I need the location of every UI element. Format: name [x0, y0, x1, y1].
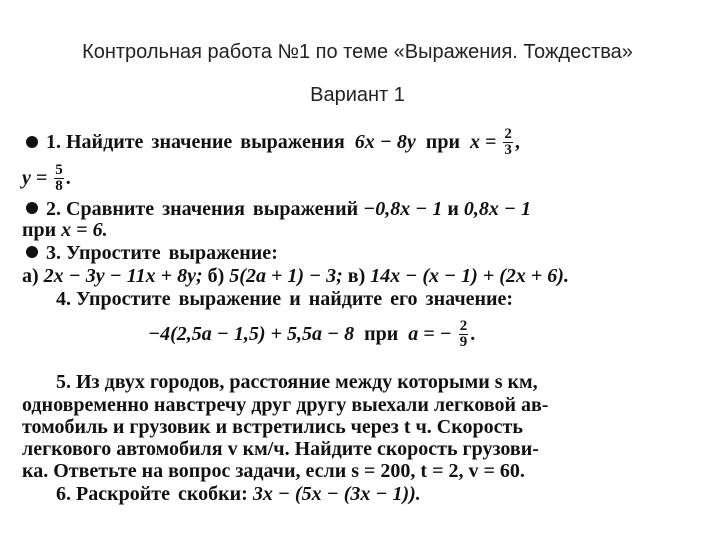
task-2-cond: x = 6.	[61, 219, 108, 241]
task-4-dot: .	[470, 323, 476, 346]
task-4-number: 4.	[56, 288, 71, 310]
task-3-c-label: в)	[347, 265, 366, 287]
task-4-expression-line	[148, 320, 475, 351]
task-1-dot: .	[65, 167, 71, 190]
task-2	[26, 198, 531, 221]
task-3-number: 3.	[46, 242, 61, 264]
task-3	[26, 242, 278, 265]
task-6-number: 6.	[56, 483, 71, 505]
task-2-text: Сравните значения выражений	[66, 198, 359, 220]
task-5-line-3: томобиль и грузовик и встретились через t ч. Скорость	[22, 416, 523, 438]
task-1-text: Найдите значение выражения	[66, 131, 345, 154]
task-4-expression: −4(2,5a − 1,5) + 5,5a − 8	[148, 323, 355, 346]
task-5-line-5: ка. Ответьте на вопрос задачи, если s = 200, t = 2, v = 60.	[22, 460, 525, 482]
task-4	[56, 288, 513, 311]
task-2-expr2: 0,8x − 1	[463, 198, 532, 220]
task-5-line-1	[56, 371, 538, 394]
fraction-denominator: 8	[55, 178, 63, 194]
fraction-numerator: 2	[504, 126, 512, 142]
task-4-text: Упростите выражение и найдите его значение:	[76, 288, 514, 310]
task-1-x-fraction	[503, 127, 513, 158]
task-4-when: при	[364, 323, 399, 346]
bullet-icon	[26, 246, 38, 258]
task-3-c-expr: 14x − (x − 1) + (2x + 6).	[370, 265, 569, 287]
fraction-numerator: 2	[459, 318, 468, 334]
task-3-b-label: б)	[207, 265, 225, 287]
task-3-items	[22, 265, 569, 288]
task-1	[26, 128, 520, 159]
task-5-line-2: одновременно навстречу друг другу выехали легковой ав-	[22, 394, 549, 416]
task-3-a-label: а)	[22, 265, 39, 287]
bullet-icon	[26, 202, 38, 214]
task-1-number: 1.	[46, 131, 61, 154]
task-5-text-1: Из двух городов, расстояние между которыми s км,	[76, 371, 538, 393]
task-4-a-lhs: a = −	[408, 323, 452, 346]
task-2-when: при	[22, 219, 57, 241]
task-6-expression: 3x − (5x − (3x − 1)).	[252, 483, 421, 505]
bullet-icon	[26, 136, 38, 148]
task-2-and: и	[447, 198, 459, 220]
task-1-comma: ,	[514, 131, 520, 154]
task-3-a-expr: 2x − 3y − 11x + 8y;	[43, 265, 203, 287]
task-2-cond-line	[22, 219, 108, 242]
task-1-expression: 6x − 8y	[354, 131, 416, 154]
task-5-line-4: легкового автомобиля v км/ч. Найдите скорость грузови-	[22, 438, 539, 460]
task-1-y-lhs: y =	[22, 167, 48, 190]
task-6-text: Раскройте скобки:	[76, 483, 248, 505]
fraction-denominator: 3	[504, 142, 512, 158]
task-1-y-line	[22, 164, 71, 195]
task-4-a-fraction	[459, 319, 469, 350]
task-6	[56, 483, 421, 506]
task-1-x-lhs: x =	[469, 131, 497, 154]
variant-label: Вариант 1	[310, 84, 405, 106]
page-title: Контрольная работа №1 по теме «Выражения. Тождества»	[82, 41, 633, 63]
task-2-number: 2.	[46, 198, 61, 220]
task-5-number: 5.	[56, 371, 71, 393]
task-3-text: Упростите выражение:	[66, 242, 278, 264]
task-3-b-expr: 5(2a + 1) − 3;	[229, 265, 343, 287]
task-2-expr1: −0,8x − 1	[363, 198, 443, 220]
task-1-when: при	[425, 131, 460, 154]
task-1-y-fraction	[54, 163, 64, 194]
fraction-denominator: 9	[459, 334, 468, 350]
fraction-numerator: 5	[55, 162, 63, 178]
